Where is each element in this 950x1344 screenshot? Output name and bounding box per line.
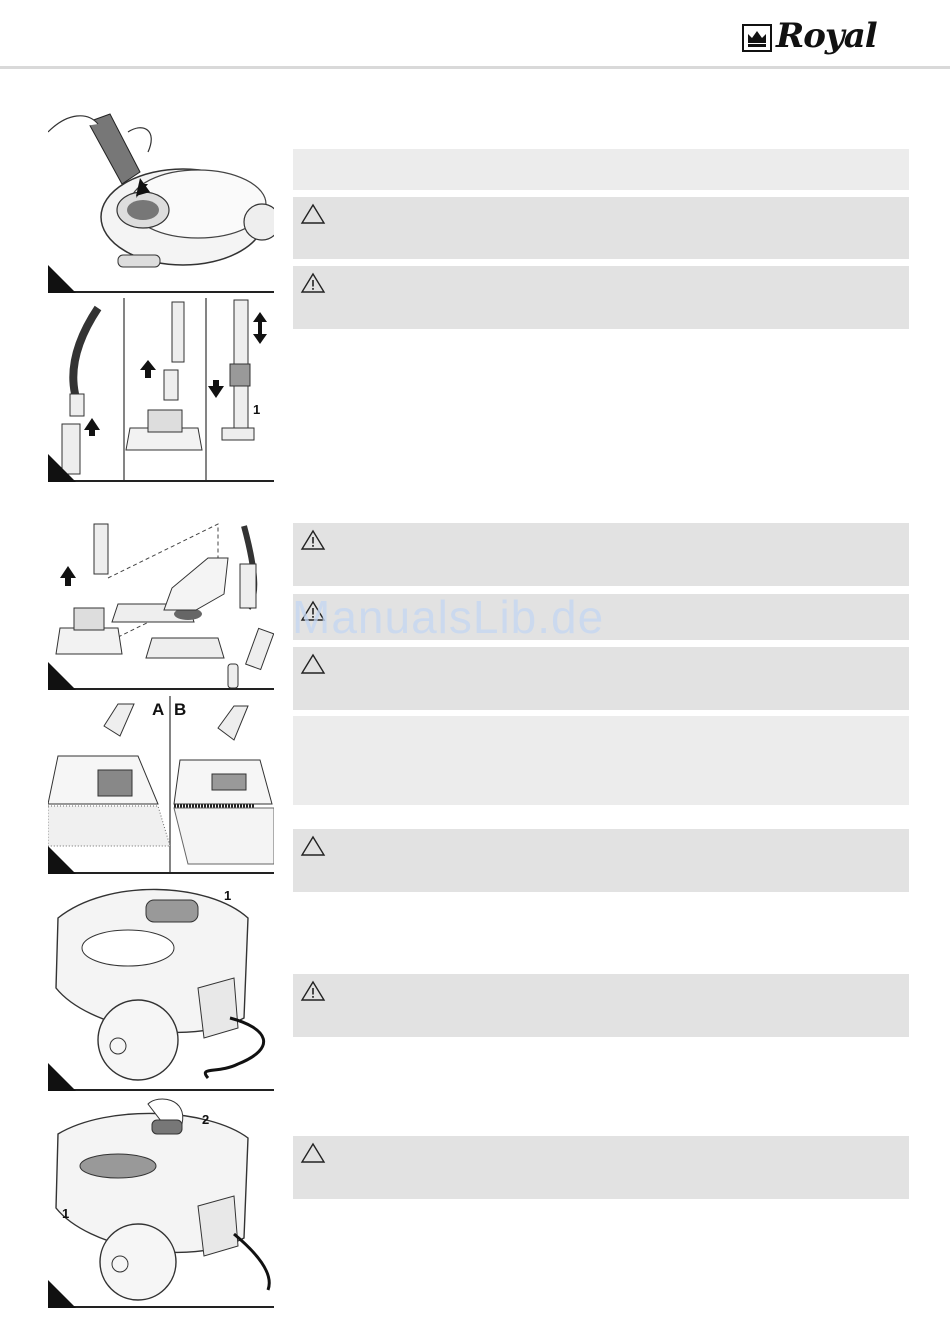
figure-baseline: [48, 688, 274, 690]
callout-2: 2: [202, 1112, 210, 1127]
callout-1: 1: [224, 888, 232, 903]
warning-exclamation-icon: [300, 272, 326, 294]
caution-triangle-icon: [300, 835, 326, 857]
figure-baseline: [48, 291, 274, 293]
callout-1: 1: [62, 1206, 70, 1221]
figure-corner-marker: [48, 454, 76, 482]
figure-corner-marker: [48, 662, 76, 690]
attachments-illustration: [48, 518, 274, 690]
caution-box: [293, 1136, 909, 1199]
figure-hose-insert: [48, 112, 274, 293]
figure-tube-assembly: [48, 298, 274, 482]
cord-rewind-illustration: [48, 1094, 274, 1308]
warning-box: [293, 523, 909, 586]
figure-baseline: [48, 872, 274, 874]
caution-box: [293, 829, 909, 892]
crown-crest-icon: [742, 24, 772, 52]
callout-1: 1: [253, 402, 261, 417]
caution-box: [293, 197, 909, 259]
caution-triangle-icon: [300, 1142, 326, 1164]
warning-box: [293, 266, 909, 329]
vacuum-hose-illustration: [48, 112, 274, 293]
warning-box: [293, 974, 909, 1037]
figure-baseline: [48, 480, 274, 482]
figure-power-switch: [48, 878, 274, 1091]
floor-nozzle-illustration: [48, 696, 274, 874]
figure-corner-marker: [48, 1280, 76, 1308]
header-rule: [0, 66, 950, 69]
notice-box: [293, 716, 909, 805]
figure-baseline: [48, 1089, 274, 1091]
figure-attachments: [48, 518, 274, 690]
figure-corner-marker: [48, 1063, 76, 1091]
notice-box: [293, 149, 909, 190]
brand-name: Royal: [776, 16, 877, 56]
figure-baseline: [48, 1306, 274, 1308]
figure-floor-nozzle-modes: [48, 696, 274, 874]
warning-exclamation-icon: [300, 529, 326, 551]
tube-assembly-illustration: [48, 298, 274, 482]
caution-triangle-icon: [300, 653, 326, 675]
mode-label-a: A: [152, 700, 165, 719]
brand-logo: [742, 16, 912, 58]
figure-corner-marker: [48, 265, 76, 293]
mode-label-b: B: [174, 700, 187, 719]
vacuum-switch-illustration: [48, 878, 274, 1091]
caution-triangle-icon: [300, 203, 326, 225]
warning-exclamation-icon: [300, 980, 326, 1002]
watermark: ManualsLib.de: [292, 591, 605, 643]
caution-box: [293, 647, 909, 710]
figure-cord-rewind: [48, 1094, 274, 1308]
figure-corner-marker: [48, 846, 76, 874]
